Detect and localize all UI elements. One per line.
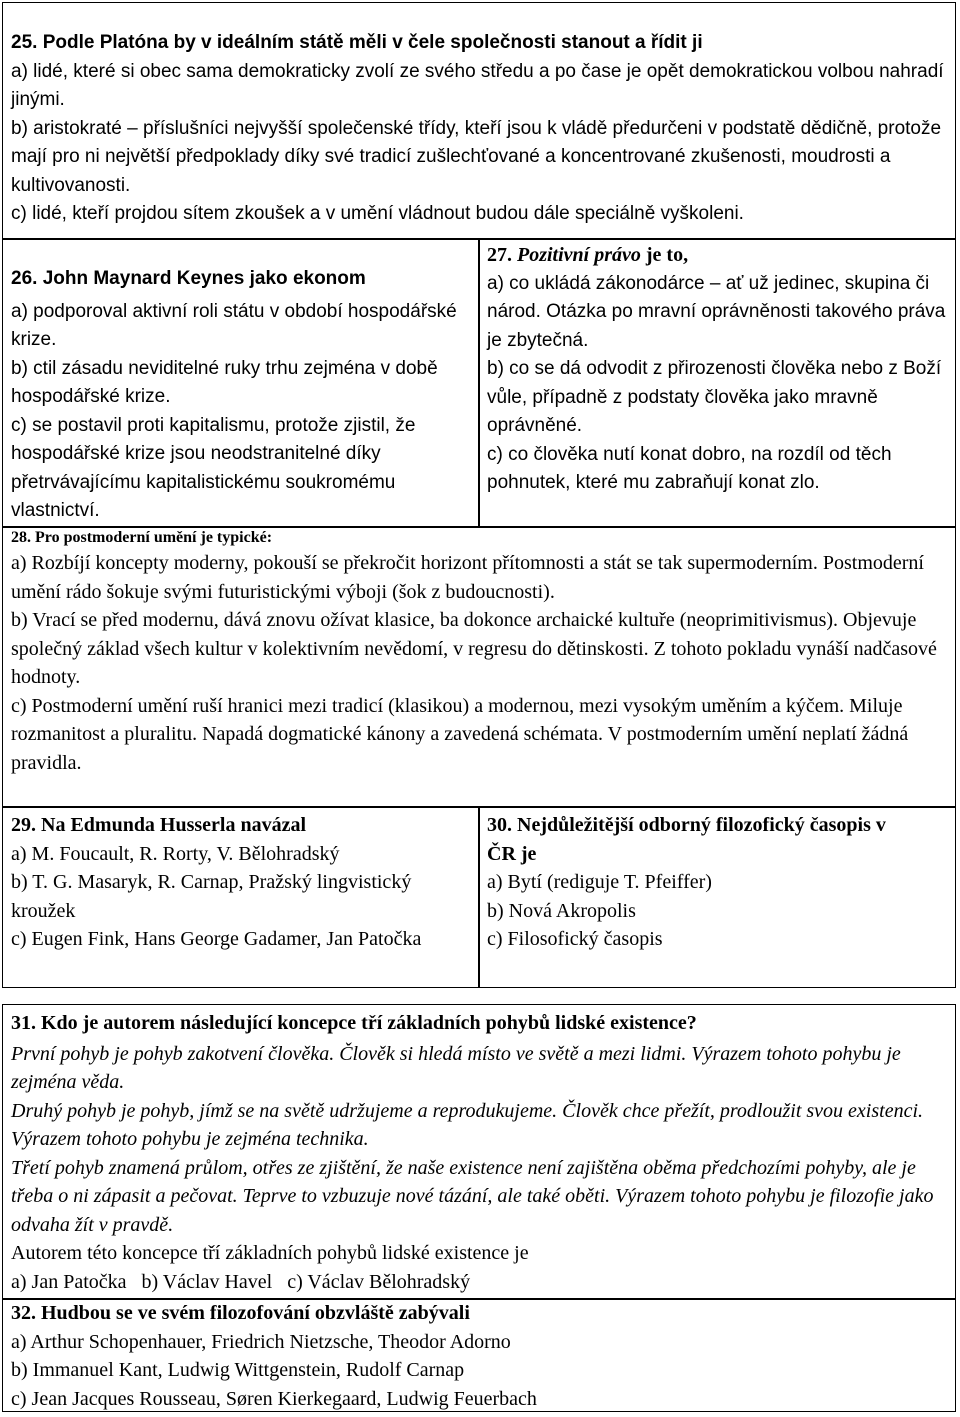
question-27-number: 27. [487,244,512,266]
question-28-option-b: b) Vrací se před modernu, dává znovu ožívat klasice, ba dokonce archaické kultuře (neoprimitivismus). Objevuje společný základ všech kultur v kolektivním nevědomí, v regresu do dětinskosti. Z tohoto pokladu vynáší nadčasové hodnoty. [11,609,937,688]
question-31-options: a) Jan Patočka b) Václav Havel c) Václav Bělohradský [11,1270,471,1293]
question-25-title: 25. Podle Platóna by v ideálním státě měli v čele společnosti stanout a řídit ji [11,32,703,53]
question-27-title-rest: je to, [640,244,689,266]
question-32-box [2,1298,956,1412]
question-28-title: 28. Pro postmoderní umění je typické: [11,529,273,546]
question-31-prompt: Autorem této koncepce tří základních pohybů lidské existence je [11,1242,529,1264]
question-27-box [478,238,956,528]
question-28-box [2,526,956,808]
test-page [2,2,956,1412]
question-25-option-a: a) lidé, které si obec sama demokraticky zvolí ze svého středu a po čase je opět demokratickou volbou nahradí jinými. [11,60,944,110]
question-29-option-b: b) T. G. Masaryk, R. Carnap, Pražský lingvistický kroužek [11,871,412,922]
question-25-option-b: b) aristokraté – příslušníci nejvyšší společenské třídy, kteří jsou k vládě předurčeni v podstatě dědičně, protože mají pro ni největší předpoklady díky své tradicí zušlechťované a koncentrované zkušenosti, moudrosti a kultivovanosti. [11,117,942,196]
question-30-option-a: a) Bytí (rediguje T. Pfeiffer) [487,871,712,893]
question-25-box [2,2,956,240]
question-26-option-b: b) ctil zásadu neviditelné ruky trhu zejména v době hospodářské krize. [11,357,438,407]
question-30-title: 30. Nejdůležitější odborný filozofický časopis v ČR je [487,814,886,865]
question-31-paragraph-3: Třetí pohyb znamená průlom, otřes ze zjištění, že naše existence není zajištěna oběma předchozími pohyby, ale je třeba o ni zápasit a pečovat. Teprve to vzbuzuje nové tázání, ale také oběti. Výrazem tohoto pohybu je filozofie jako odvaha žít v pravdě. [11,1156,934,1236]
question-27-term: Pozitivní právo [517,244,641,266]
question-32-option-c: c) Jean Jacques Rousseau, Søren Kierkegaard, Ludwig Feuerbach [11,1387,537,1410]
question-32-title: 32. Hudbou se ve svém filozofování obzvláště zabývali [11,1302,470,1324]
question-32-option-b: b) Immanuel Kant, Ludwig Wittgenstein, Rudolf Carnap [11,1359,465,1381]
question-31-box [2,1004,956,1300]
question-29-title: 29. Na Edmunda Husserla navázal [11,814,307,836]
question-29-option-c: c) Eugen Fink, Hans George Gadamer, Jan Patočka [11,928,422,950]
question-27-option-c: c) co člověka nutí konat dobro, na rozdíl od těch pohnutek, které mu zabraňují konat zlo. [487,443,892,493]
question-31-title: 31. Kdo je autorem následující koncepce tří základních pohybů lidské existence? [11,1012,697,1034]
question-27-option-b: b) co se dá odvodit z přirozenosti člověka nebo z Boží vůle, případně z podstaty člověka jako mravně oprávněné. [487,358,942,436]
question-25-option-c: c) lidé, kteří projdou sítem zkoušek a v umění vládnout budou dále speciálně vyškoleni. [11,203,744,224]
question-29-box [2,806,480,988]
question-26-title: 26. John Maynard Keynes jako ekonom [11,268,366,289]
question-28-option-a: a) Rozbíjí koncepty moderny, pokouší se překročit horizont přítomnosti a stát se tak supermoderním. Postmoderní umění rádo šokuje svými futuristickými výboji (šok z budoucnosti). [11,552,924,603]
question-29-option-a: a) M. Foucault, R. Rorty, V. Bělohradský [11,842,340,865]
question-31-paragraph-1: První pohyb je pohyb zakotvení člověka. Člověk si hledá místo ve světě a mezi lidmi. Výrazem tohoto pohybu je zejména věda. [11,1042,901,1093]
question-26-box [2,238,480,528]
question-30-option-b: b) Nová Akropolis [487,899,636,922]
question-32-option-a: a) Arthur Schopenhauer, Friedrich Nietzsche, Theodor Adorno [11,1330,511,1353]
question-30-box [478,806,956,988]
question-27-title [487,241,947,270]
question-30-option-c: c) Filosofický časopis [487,928,663,950]
question-28-option-c: c) Postmoderní umění ruší hranici mezi tradicí (klasikou) a modernou, mezi vysokým uměním a kýčem. Miluje rozmanitost a pluralitu. Napadá dogmatické kánony a zavedená schémata. V postmoderním umění neplatí žádná pravidla. [11,694,909,774]
question-31-paragraph-2: Druhý pohyb je pohyb, jímž se na světě udržujeme a reprodukujeme. Člověk chce přežít, prodloužit svou existenci. Výrazem tohoto pohybu je zejména technika. [11,1099,924,1150]
question-26-option-a: a) podporoval aktivní roli státu v období hospodářské krize. [11,300,457,350]
question-27-option-a: a) co ukládá zákonodárce – ať už jedinec, skupina či národ. Otázka po mravní oprávněnosti takového práva je zbytečná. [487,272,946,351]
question-26-option-c: c) se postavil proti kapitalismu, protože zjistil, že hospodářské krize jsou neodstranitelné díky přetrvávajícímu kapitalistickému soukromému vlastnictví. [11,414,416,521]
